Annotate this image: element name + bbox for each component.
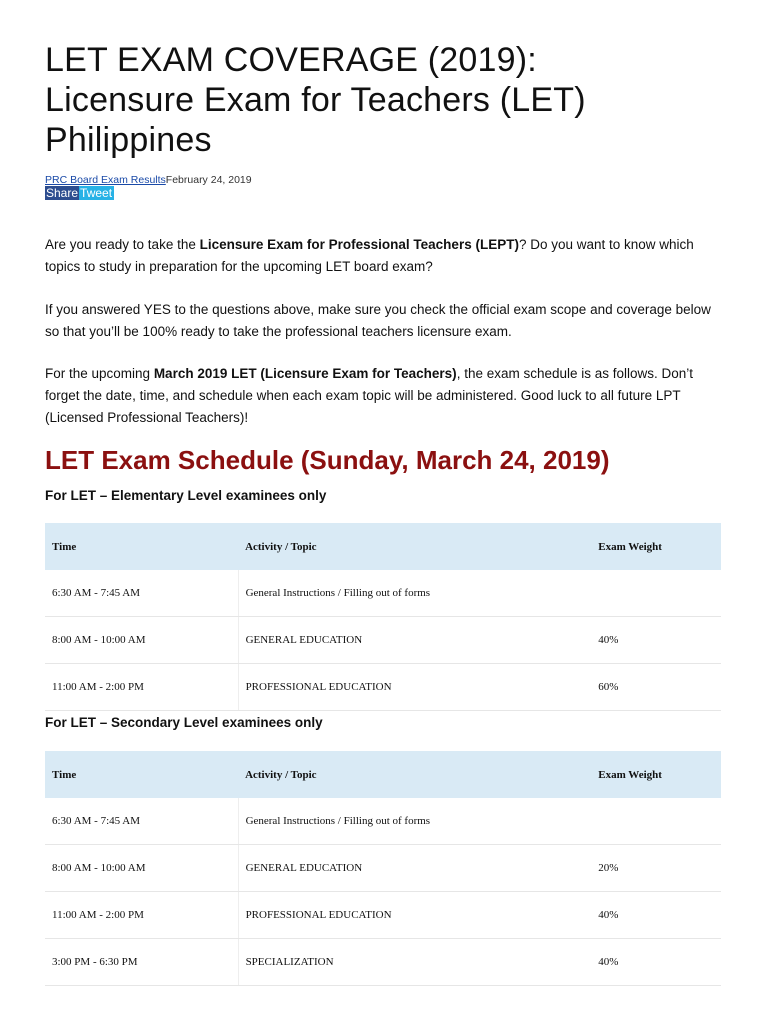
table-row (45, 617, 721, 664)
p1-text-c: ? Do you want to know which topics to study in preparation for the upcoming LET board exam? (45, 237, 694, 274)
publish-date: February 24, 2019 (165, 174, 252, 186)
share-button[interactable]: Share (46, 186, 79, 200)
cell-time: 3:00 PM - 6:30 PM (45, 939, 238, 986)
column-header-activity: Activity / Topic (238, 523, 591, 570)
elementary-schedule-table (45, 523, 721, 711)
category-link[interactable]: PRC Board Exam Results (45, 174, 166, 186)
cell-activity: General Instructions / Filling out of forms (238, 570, 591, 617)
p3-text-c: , the exam schedule is as follows. Don’t forget the date, time, and schedule when each exam topic will be administered. Good luck to all future LPT (Licensed Professional Teachers)! (45, 366, 694, 425)
column-header-time: Time (45, 751, 238, 798)
cell-weight: 40% (591, 892, 721, 939)
title-line-3: Philippines (45, 121, 212, 159)
column-header-weight: Exam Weight (591, 751, 721, 798)
intro-paragraph-1 (45, 234, 725, 278)
table-row (45, 845, 721, 892)
cell-activity: GENERAL EDUCATION (238, 617, 591, 664)
secondary-schedule-table (45, 751, 721, 986)
p3-bold: March 2019 LET (Licensure Exam for Teachers) (153, 366, 457, 381)
p1-bold: Licensure Exam for Professional Teachers (LEPT) (199, 237, 519, 252)
cell-weight: 20% (591, 845, 721, 892)
tweet-button[interactable]: Tweet (80, 186, 113, 200)
cell-activity: GENERAL EDUCATION (238, 845, 591, 892)
cell-time: 11:00 AM - 2:00 PM (45, 892, 238, 939)
table-row (45, 892, 721, 939)
column-header-activity: Activity / Topic (238, 751, 591, 798)
cell-time: 6:30 AM - 7:45 AM (45, 570, 238, 617)
cell-weight: 40% (591, 939, 721, 986)
table-header-row (45, 523, 721, 570)
table-header-row (45, 751, 721, 798)
cell-weight: 40% (591, 617, 721, 664)
share-bar (45, 186, 114, 200)
title-line-1: LET EXAM COVERAGE (2019): (45, 41, 537, 79)
title-line-2: Licensure Exam for Teachers (LET) (45, 81, 586, 119)
cell-time: 8:00 AM - 10:00 AM (45, 617, 238, 664)
table-row (45, 570, 721, 617)
column-header-weight: Exam Weight (591, 523, 721, 570)
page-title (45, 40, 735, 160)
secondary-label: For LET – Secondary Level examinees only (45, 715, 323, 730)
cell-time: 8:00 AM - 10:00 AM (45, 845, 238, 892)
cell-activity: General Instructions / Filling out of forms (238, 798, 591, 845)
cell-time: 11:00 AM - 2:00 PM (45, 664, 238, 711)
cell-time: 6:30 AM - 7:45 AM (45, 798, 238, 845)
elementary-label: For LET – Elementary Level examinees only (45, 488, 327, 503)
cell-weight (591, 798, 721, 845)
p1-text-a: Are you ready to take the (45, 237, 200, 252)
intro-paragraph-2: If you answered YES to the questions above, make sure you check the official exam scope and coverage below so that you’ll be 100% ready to take the professional teachers licensure exam. (45, 302, 711, 339)
cell-activity: PROFESSIONAL EDUCATION (238, 664, 591, 711)
table-row (45, 939, 721, 986)
intro-paragraph-3 (45, 363, 725, 429)
column-header-time: Time (45, 523, 238, 570)
table-row (45, 664, 721, 711)
p3-text-a: For the upcoming (45, 366, 154, 381)
cell-weight: 60% (591, 664, 721, 711)
cell-activity: PROFESSIONAL EDUCATION (238, 892, 591, 939)
schedule-heading: LET Exam Schedule (Sunday, March 24, 2019) (45, 445, 610, 475)
cell-activity: SPECIALIZATION (238, 939, 591, 986)
table-row (45, 798, 721, 845)
cell-weight (591, 570, 721, 617)
